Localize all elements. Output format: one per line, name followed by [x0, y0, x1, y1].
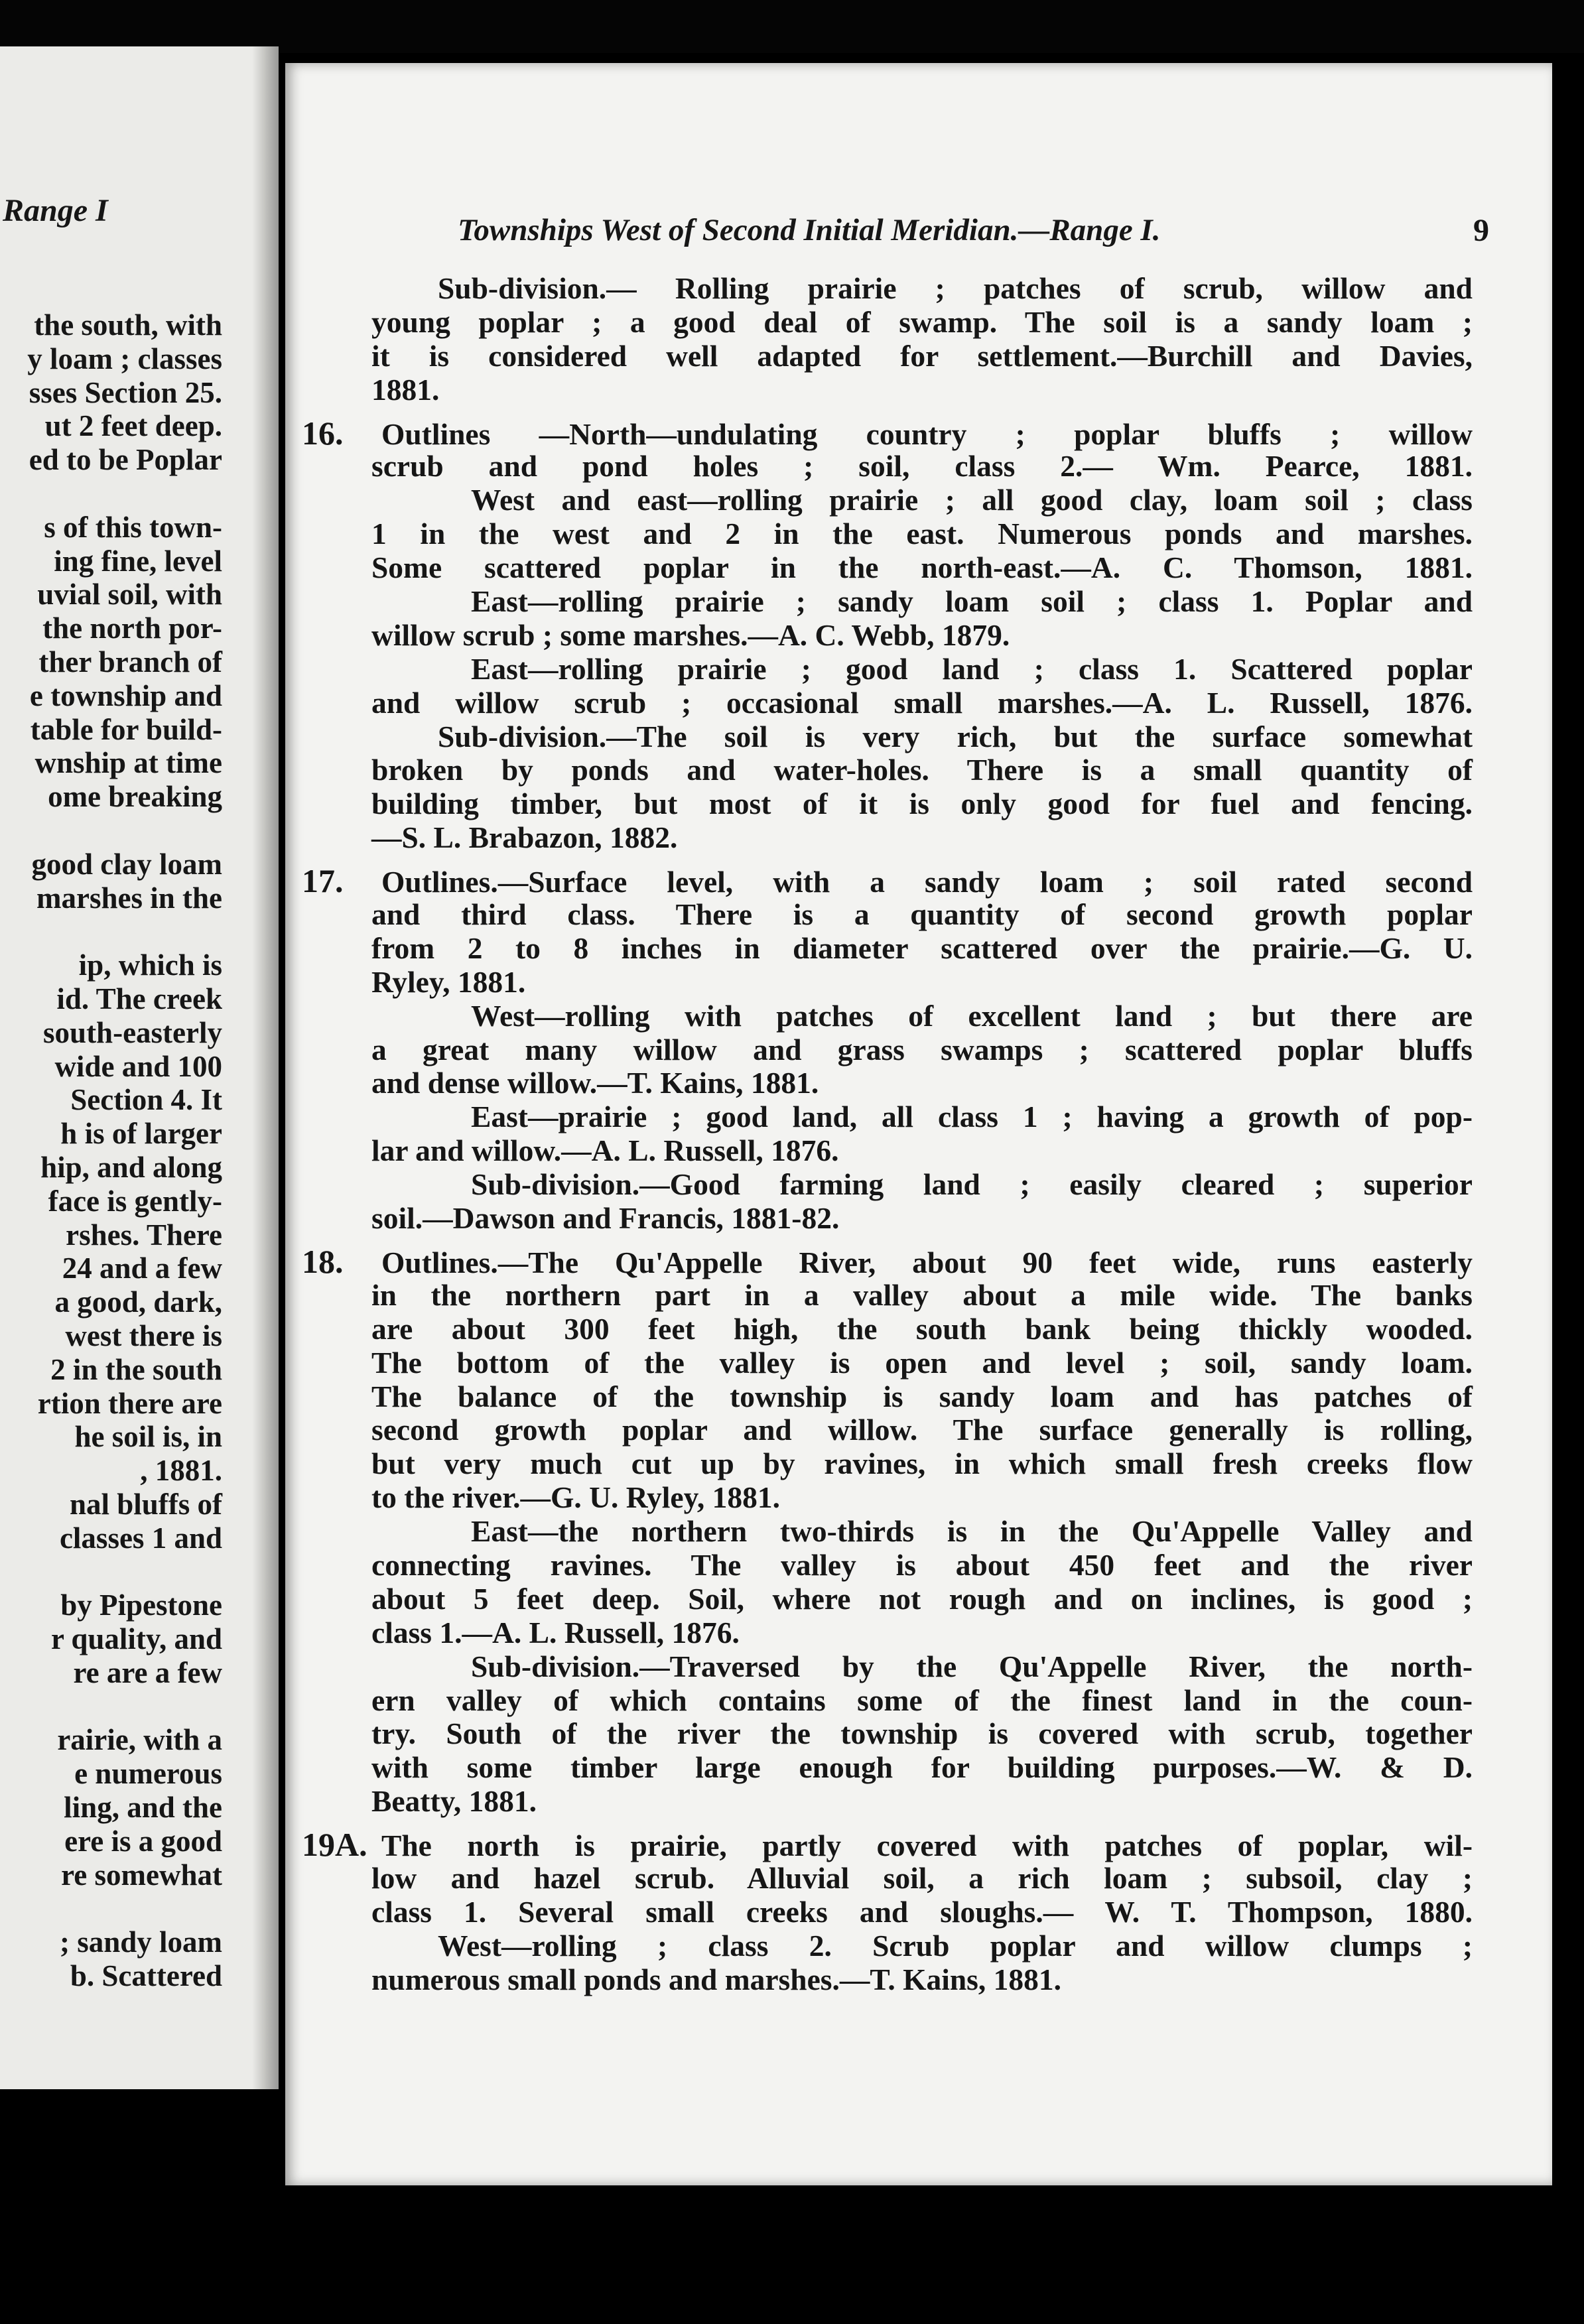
left-text-line: ling, and the: [64, 1791, 222, 1825]
text-line: about 5 feet deep. Soil, where not rough and on inclines, is good ;: [371, 1581, 1473, 1616]
text-line: Sub-division.— Rolling prairie ; patches of scrub, willow and: [438, 271, 1473, 305]
left-text-line: e township and: [29, 678, 222, 712]
left-text-line: [0, 1555, 222, 1588]
left-text-line: ; sandy loam: [59, 1925, 222, 1959]
left-text-line: , 1881.: [140, 1454, 222, 1488]
text-line: Outlines.—Surface level, with a sandy loam ; soil rated second: [381, 865, 1473, 899]
left-text-line: the north por-: [42, 612, 222, 645]
left-text-line: west there is: [65, 1319, 222, 1352]
left-text-line: re are a few: [73, 1655, 222, 1689]
text-line: class 1. Several small creeks and sloughs.— W. T. Thompson, 1880.: [371, 1894, 1473, 1929]
text-line: West and east—rolling prairie ; all good clay, loam soil ; class: [471, 483, 1473, 517]
left-text-line: he soil is, in: [74, 1420, 222, 1454]
text-line: in the northern part in a valley about a mile wide. The banks: [371, 1277, 1473, 1312]
left-text-line: face is gently-: [48, 1184, 222, 1218]
left-text-line: nal bluffs of: [69, 1487, 222, 1521]
text-line: West—rolling ; class 2. Scrub poplar and willow clumps ;: [438, 1928, 1473, 1963]
text-line: are about 300 feet high, the south bank being thickly wooded.: [371, 1311, 1473, 1346]
scan-border: [0, 0, 1584, 53]
left-text-line: r quality, and: [50, 1622, 222, 1656]
text-line: from 2 to 8 inches in diameter scattered over the prairie.—G. U.: [371, 931, 1473, 965]
text-line: Sub-division.—Traversed by the Qu'Appelle River, the north-: [471, 1649, 1473, 1683]
text-line: 1 in the west and 2 in the east. Numerous ponds and marshes.: [371, 517, 1473, 551]
entry-18: [302, 1242, 1473, 1280]
text-line: scrub and pond holes ; soil, class 2.— Wm. Pearce, 1881.: [371, 449, 1473, 484]
text-line: Ryley, 1881.: [371, 964, 526, 999]
left-text-line: the south, with: [34, 308, 222, 342]
text-line: The bottom of the valley is open and level ; soil, sandy loam.: [371, 1345, 1473, 1380]
left-text-line: hip, and along: [40, 1150, 222, 1184]
text-line: soil.—Dawson and Francis, 1881-82.: [371, 1201, 840, 1236]
text-line: and willow scrub ; occasional small marshes.—A. L. Russell, 1876.: [371, 685, 1473, 720]
text-line: Outlines —North—undulating country ; poplar bluffs ; willow: [381, 417, 1473, 451]
left-text-line: [0, 1690, 222, 1724]
text-line: but very much cut up by ravines, in which small fresh creeks flow: [371, 1447, 1473, 1481]
left-text-line: e numerous: [74, 1757, 222, 1791]
left-text-line: ere is a good: [64, 1824, 222, 1858]
text-line: try. South of the river the township is covered with scrub, together: [371, 1716, 1473, 1751]
left-text-line: h is of larger: [60, 1117, 222, 1151]
left-page-header: Range I: [3, 193, 108, 228]
text-line: and dense willow.—T. Kains, 1881.: [371, 1066, 819, 1100]
entry-19a: [302, 1828, 1473, 1862]
entry-17: [302, 864, 1473, 898]
text-line: Beatty, 1881.: [371, 1784, 537, 1819]
text-line: with some timber large enough for building purposes.—W. & D.: [371, 1750, 1473, 1785]
left-text-line: sses Section 25.: [29, 375, 222, 409]
left-text-line: [0, 814, 222, 848]
text-line: class 1.—A. L. Russell, 1876.: [371, 1615, 740, 1649]
text-line: West—rolling with patches of excellent land ; but there are: [471, 998, 1473, 1033]
left-text-line: [0, 1892, 222, 1925]
left-text-line: rtion there are: [37, 1386, 222, 1420]
text-line: 1881.: [371, 372, 440, 407]
text-line: Some scattered poplar in the north-east.—A. C. Thomson, 1881.: [371, 550, 1473, 585]
text-line: connecting ravines. The valley is about 450 feet and the river: [371, 1547, 1473, 1582]
left-text-line: id. The creek: [56, 982, 222, 1015]
text-line: ern valley of which contains some of the finest land in the coun-: [371, 1683, 1473, 1717]
text-line: Outlines.—The Qu'Appelle River, about 90 feet wide, runs easterly: [381, 1245, 1473, 1279]
left-text-line: ing fine, level: [54, 544, 222, 578]
left-text-line: rshes. There: [66, 1218, 222, 1252]
entry-15-subdivision: [371, 272, 1473, 407]
text-line: lar and willow.—A. L. Russell, 1876.: [371, 1133, 839, 1168]
text-line: it is considered well adapted for settlement.—Burchill and Davies,: [371, 338, 1473, 373]
page-body: [302, 271, 1473, 1997]
text-line: East—rolling prairie ; sandy loam soil ; class 1. Poplar and: [471, 584, 1473, 619]
page-running-header: Townships West of Second Initial Meridian.—Range I.: [458, 213, 1161, 247]
left-text-line: [0, 477, 222, 511]
left-text-line: marshes in the: [36, 881, 222, 915]
text-line: second growth poplar and willow. The surface generally is rolling,: [371, 1413, 1473, 1447]
text-line: a great many willow and grass swamps ; scattered poplar bluffs: [371, 1032, 1473, 1066]
left-text-line: ome breaking: [48, 780, 222, 814]
left-text-line: 24 and a few: [62, 1252, 222, 1285]
text-line: to the river.—G. U. Ryley, 1881.: [371, 1480, 780, 1515]
left-text-line: rairie, with a: [57, 1723, 222, 1757]
text-line: —S. L. Brabazon, 1882.: [371, 820, 678, 855]
text-line: and third class. There is a quantity of second growth poplar: [371, 897, 1473, 932]
left-text-line: good clay loam: [31, 847, 222, 881]
left-text-line: wide and 100: [54, 1049, 222, 1083]
township-number: 17.: [302, 862, 344, 900]
left-facing-page: [0, 46, 279, 2089]
page-gutter: [252, 46, 279, 2089]
text-line: The balance of the township is sandy loam and has patches of: [371, 1379, 1473, 1413]
page-number: 9: [1473, 213, 1489, 248]
left-text-line: wnship at time: [34, 746, 222, 780]
text-line: low and hazel scrub. Alluvial soil, a rich loam ; subsoil, clay ;: [371, 1860, 1473, 1895]
left-text-line: y loam ; classes: [27, 342, 222, 375]
left-text-line: ip, which is: [78, 948, 222, 982]
left-text-line: south-easterly: [43, 1015, 222, 1049]
left-text-line: 2 in the south: [50, 1352, 222, 1386]
left-text-line: classes 1 and: [59, 1521, 222, 1555]
left-text-line: a good, dark,: [54, 1285, 222, 1319]
left-text-line: b. Scattered: [70, 1959, 222, 1993]
left-text-line: uvial soil, with: [37, 578, 222, 612]
text-line: broken by ponds and water-holes. There is a small quantity of: [371, 753, 1473, 787]
text-line: East—prairie ; good land, all class 1 ; having a growth of pop-: [471, 1100, 1473, 1134]
left-text-line: ed to be Poplar: [29, 443, 222, 477]
left-text-line: table for build-: [30, 712, 222, 746]
text-line: East—the northern two-thirds is in the Qu'Appelle Valley and: [471, 1514, 1473, 1549]
left-text-line: by Pipestone: [60, 1588, 222, 1622]
text-line: young poplar ; a good deal of swamp. The soil is a sandy loam ;: [371, 304, 1473, 339]
text-line: East—rolling prairie ; good land ; class 1. Scattered poplar: [471, 651, 1473, 686]
text-line: The north is prairie, partly covered with patches of poplar, wil-: [381, 1829, 1473, 1863]
main-page: [285, 63, 1552, 2185]
left-text-line: ut 2 feet deep.: [44, 409, 222, 443]
left-text-line: Section 4. It: [70, 1083, 222, 1117]
text-line: willow scrub ; some marshes.—A. C. Webb, 1879.: [371, 617, 1010, 652]
text-line: Sub-division.—Good farming land ; easily cleared ; superior: [471, 1167, 1473, 1202]
left-text-line: [0, 915, 222, 948]
entry-16: [302, 414, 1473, 452]
text-line: Sub-division.—The soil is very rich, but the surface somewhat: [438, 719, 1473, 753]
left-text-line: s of this town-: [44, 510, 222, 544]
township-number: 18.: [302, 1242, 344, 1280]
township-number: 19A.: [302, 1826, 367, 1864]
left-page-text: [0, 308, 222, 1993]
left-text-line: ther branch of: [38, 645, 222, 678]
text-line: building timber, but most of it is only good for fuel and fencing.: [371, 787, 1473, 821]
text-line: numerous small ponds and marshes.—T. Kains, 1881.: [371, 1962, 1061, 1996]
township-number: 16.: [302, 414, 344, 452]
left-text-line: re somewhat: [61, 1858, 222, 1892]
